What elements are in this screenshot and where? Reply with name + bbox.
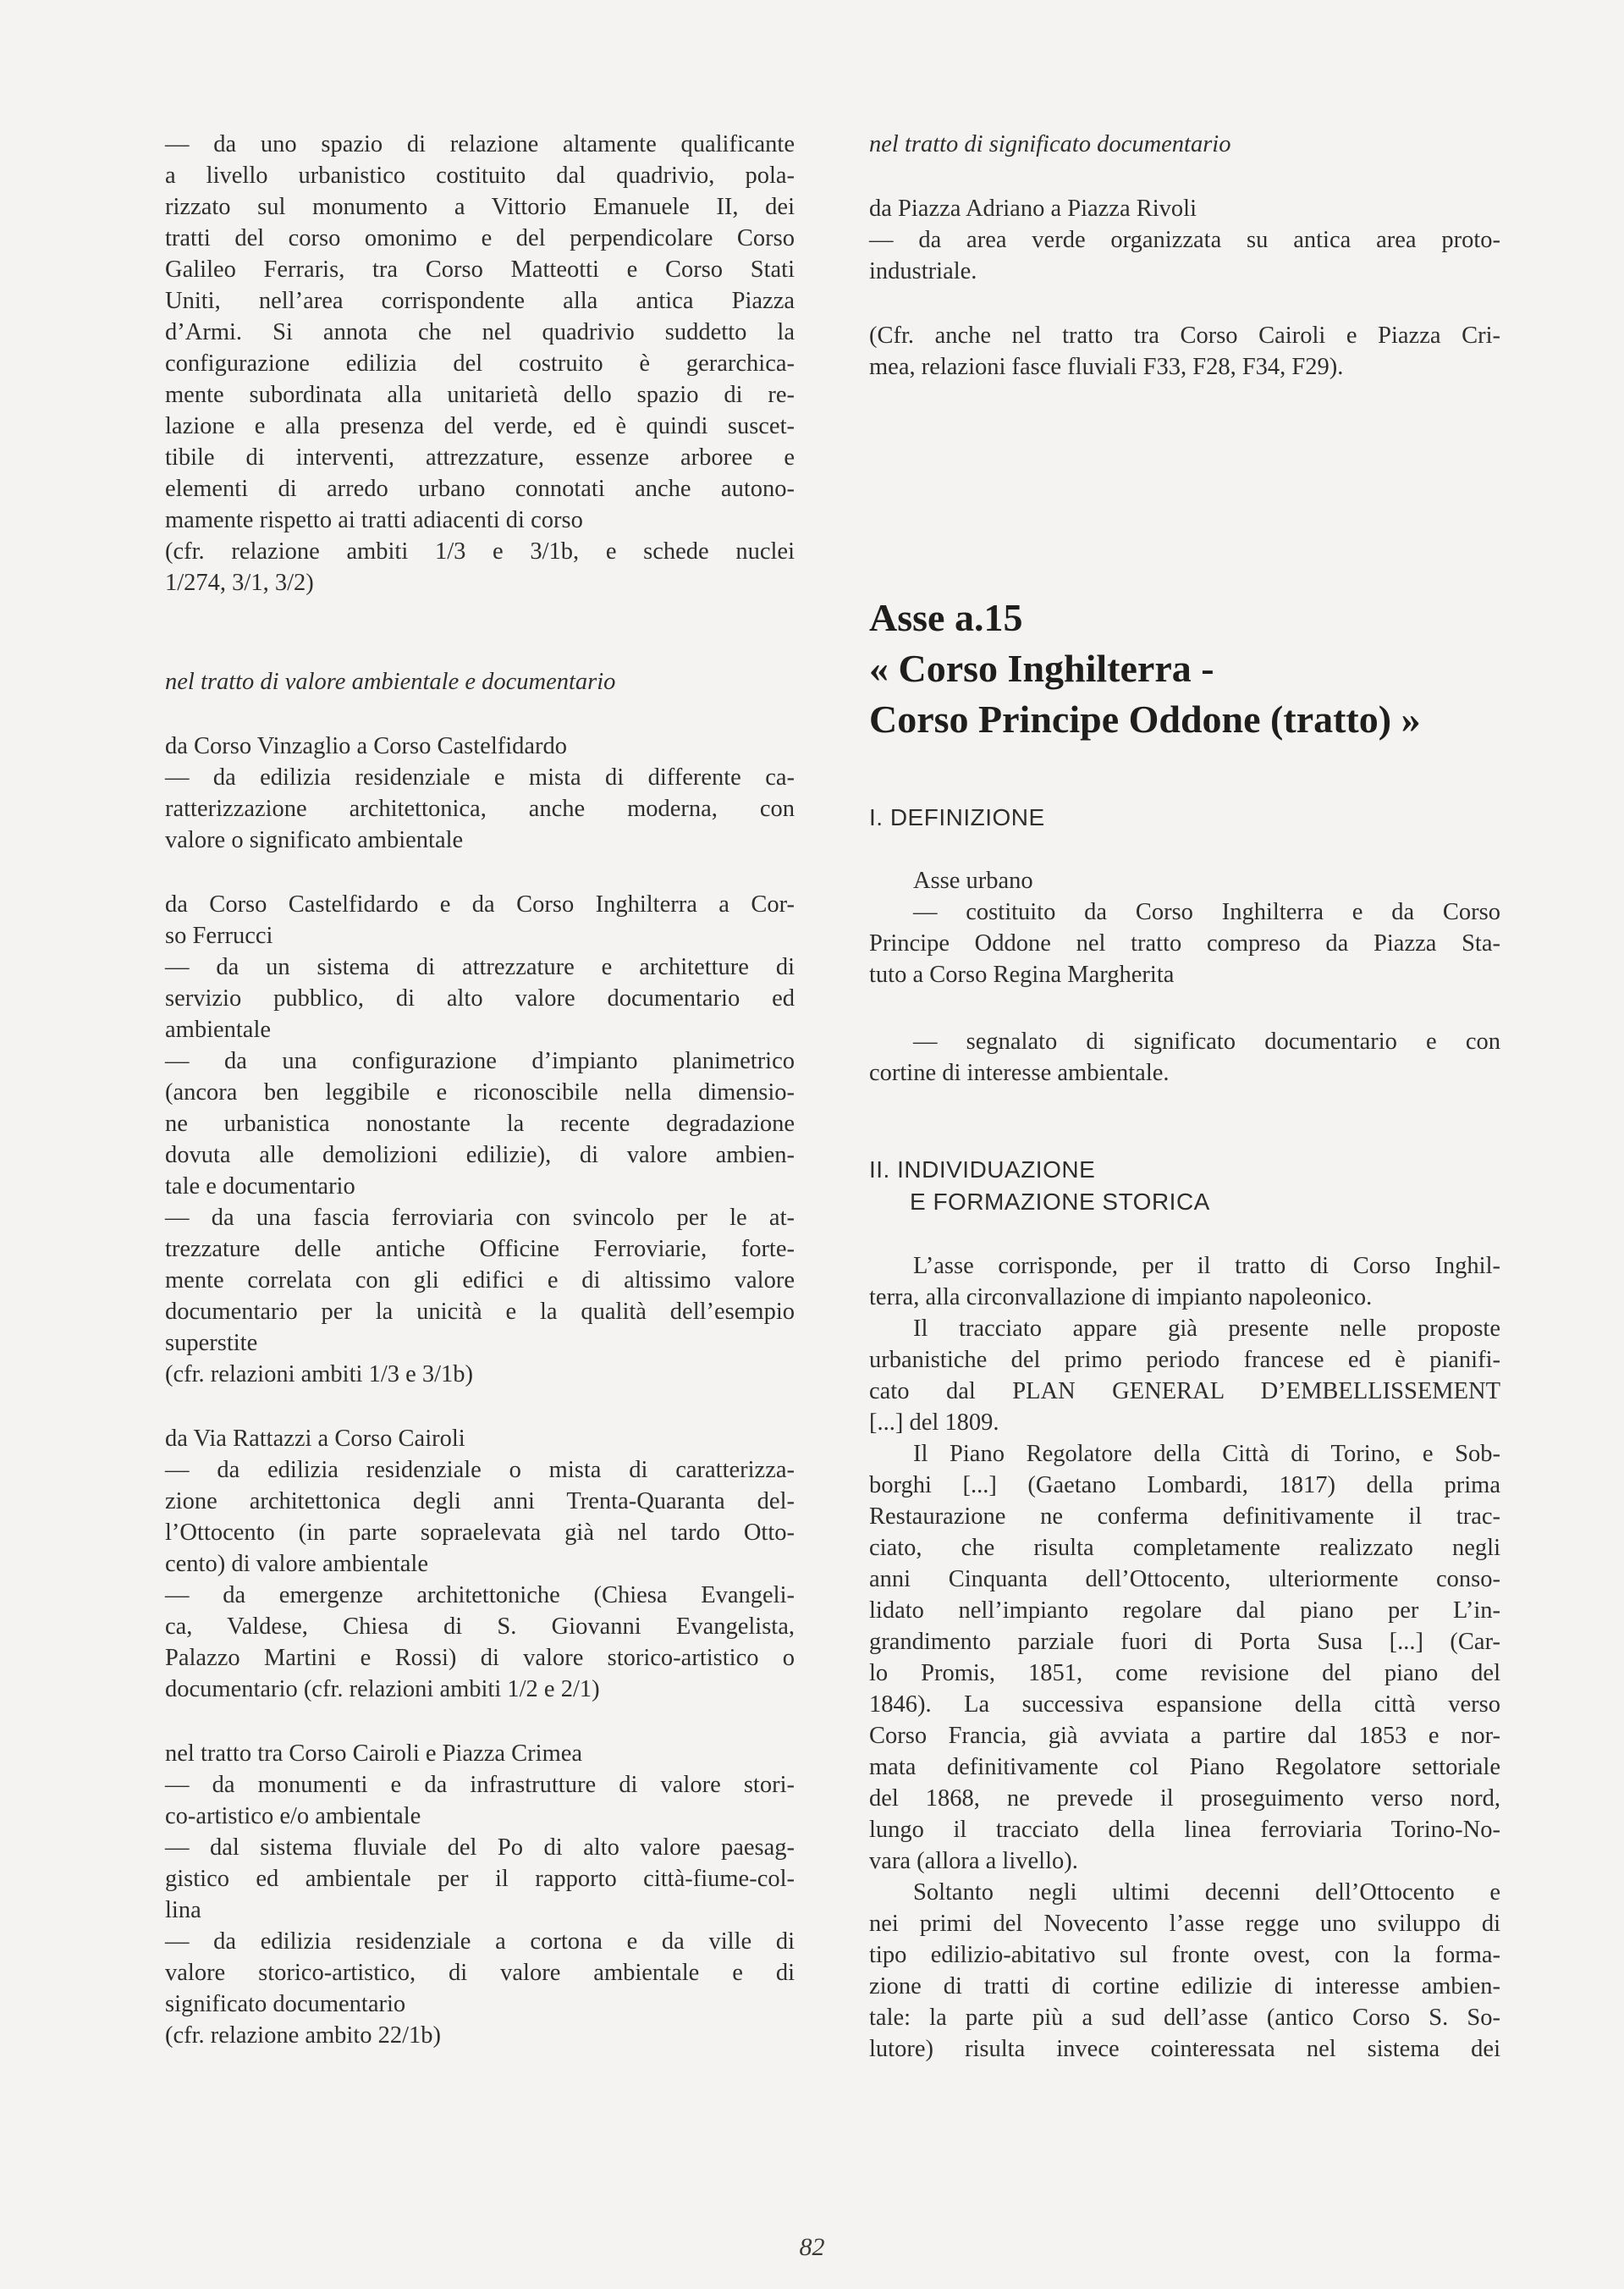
text-line: mamente rispetto ai tratti adiacenti di corso bbox=[165, 507, 583, 533]
text-line: gistico ed ambientale per il rapporto città-fiume-col- bbox=[165, 1866, 795, 1892]
text-line: zione architettonica degli anni Trenta-Quaranta del- bbox=[165, 1488, 795, 1514]
text-line: da Piazza Adriano a Piazza Rivoli bbox=[869, 196, 1197, 222]
subsection-label: nel tratto di valore ambientale e documentario bbox=[165, 669, 616, 695]
subsection-title: II. INDIVIDUAZIONE bbox=[869, 1156, 1096, 1183]
text-line: — da emergenze architettoniche (Chiesa Evangeli- bbox=[165, 1582, 795, 1608]
text-line: tipo edilizio-abitativo sul fronte ovest, con la forma- bbox=[869, 1942, 1500, 1968]
text-line: L’asse corrisponde, per il tratto di Corso Inghil- bbox=[913, 1253, 1500, 1279]
text-line: 1/274, 3/1, 3/2) bbox=[165, 570, 314, 596]
text-line: Asse urbano bbox=[913, 868, 1033, 894]
text-line: 1846). La successiva espansione della città verso bbox=[869, 1691, 1500, 1718]
section-heading: Corso Principe Oddone (tratto) » bbox=[869, 698, 1421, 741]
text-line: — da edilizia residenziale e mista di differente ca- bbox=[165, 764, 795, 791]
text-line: borghi [...] (Gaetano Lombardi, 1817) della prima bbox=[869, 1472, 1500, 1498]
text-line: lungo il tracciato della linea ferroviaria Torino-No- bbox=[869, 1817, 1500, 1843]
text-line: Palazzo Martini e Rossi) di valore storico-artistico o bbox=[165, 1645, 795, 1671]
text-line: tratti del corso omonimo e del perpendicolare Corso bbox=[165, 225, 795, 251]
text-line: vara (allora a livello). bbox=[869, 1848, 1078, 1874]
text-line: tibile di interventi, attrezzature, essenze arboree e bbox=[165, 444, 795, 471]
text-line: d’Armi. Si annota che nel quadrivio suddetto la bbox=[165, 319, 795, 345]
text-line: documentario (cfr. relazioni ambiti 1/2 e 2/1) bbox=[165, 1676, 600, 1702]
text-line: (cfr. relazione ambito 22/1b) bbox=[165, 2022, 442, 2049]
text-line: ciato, che risulta completamente realizzato negli bbox=[869, 1535, 1500, 1561]
text-line: Uniti, nell’area corrispondente alla antica Piazza bbox=[165, 288, 795, 314]
text-line: cortine di interesse ambientale. bbox=[869, 1060, 1170, 1086]
text-line: (cfr. relazione ambiti 1/3 e 3/1b, e schede nuclei bbox=[165, 538, 795, 565]
text-line: (ancora ben leggibile e riconoscibile nella dimensio- bbox=[165, 1079, 795, 1106]
text-line: tuto a Corso Regina Margherita bbox=[869, 962, 1175, 988]
text-line: cento) di valore ambientale bbox=[165, 1551, 428, 1577]
section-heading: « Corso Inghilterra - bbox=[869, 647, 1214, 690]
subsection-title: E FORMAZIONE STORICA bbox=[910, 1189, 1210, 1215]
text-line: Restaurazione ne conferma definitivamente il trac- bbox=[869, 1503, 1500, 1530]
text-line: valore storico-artistico, di valore ambientale e di bbox=[165, 1960, 795, 1986]
text-line: — da una configurazione d’impianto planimetrico bbox=[165, 1048, 795, 1074]
subsection-title: I. DEFINIZIONE bbox=[869, 804, 1045, 830]
text-line: mente correlata con gli edifici e di altissimo valore bbox=[165, 1267, 795, 1293]
text-line: — da una fascia ferroviaria con svincolo per le at- bbox=[165, 1205, 795, 1231]
text-line: so Ferrucci bbox=[165, 923, 273, 949]
text-line: nei primi del Novecento l’asse regge uno sviluppo di bbox=[869, 1911, 1500, 1937]
text-line: lina bbox=[165, 1897, 201, 1923]
text-line: documentario per la unicità e la qualità dell’esempio bbox=[165, 1299, 795, 1325]
text-line: terra, alla circonvallazione di impianto napoleonico. bbox=[869, 1284, 1373, 1310]
text-line: elementi di arredo urbano connotati anche autono- bbox=[165, 476, 795, 502]
text-line: ne urbanistica nonostante la recente degradazione bbox=[165, 1111, 795, 1137]
text-line: ambientale bbox=[165, 1017, 272, 1043]
text-line: — da un sistema di attrezzature e architetture di bbox=[165, 954, 795, 980]
text-line: tale: la parte più a sud dell’asse (antico Corso S. So- bbox=[869, 2005, 1500, 2031]
text-line: da Corso Vinzaglio a Corso Castelfidardo bbox=[165, 733, 568, 759]
page-number: 82 bbox=[799, 2233, 825, 2261]
text-line: nel tratto tra Corso Cairoli e Piazza Crimea bbox=[165, 1740, 583, 1767]
text-line: — segnalato di significato documentario e con bbox=[913, 1029, 1500, 1055]
text-line: — da uno spazio di relazione altamente qualificante bbox=[165, 131, 795, 157]
text-line: — dal sistema fluviale del Po di alto valore paesag- bbox=[165, 1834, 795, 1861]
text-line: mente subordinata alla unitarietà dello spazio di re- bbox=[165, 382, 795, 408]
text-line: Galileo Ferraris, tra Corso Matteotti e Corso Stati bbox=[165, 256, 795, 283]
text-line: mata definitivamente col Piano Regolatore settoriale bbox=[869, 1754, 1500, 1780]
section-heading: Asse a.15 bbox=[869, 596, 1023, 639]
text-line: zione di tratti di cortine edilizie di interesse ambien- bbox=[869, 1973, 1500, 1999]
text-line: cato dal PLAN GENERAL D’EMBELLISSEMENT bbox=[869, 1378, 1500, 1404]
text-line: a livello urbanistico costituito dal quadrivio, pola- bbox=[165, 163, 795, 189]
text-line: da Corso Castelfidardo e da Corso Inghilterra a Cor- bbox=[165, 891, 795, 918]
text-line: (cfr. relazioni ambiti 1/3 e 3/1b) bbox=[165, 1361, 474, 1387]
text-line: configurazione edilizia del costruito è gerarchica- bbox=[165, 350, 795, 377]
text-line: — costituito da Corso Inghilterra e da Corso bbox=[913, 899, 1500, 925]
text-line: ratterizzazione architettonica, anche moderna, con bbox=[165, 796, 795, 822]
text-line: valore o significato ambientale bbox=[165, 827, 464, 853]
text-line: [...] del 1809. bbox=[869, 1409, 999, 1436]
text-line: Il Piano Regolatore della Città di Torino, e Sob- bbox=[913, 1441, 1500, 1467]
text-line: servizio pubblico, di alto valore documentario ed bbox=[165, 985, 795, 1012]
text-line: lutore) risulta invece cointeressata nel sistema dei bbox=[869, 2036, 1500, 2062]
subsection-label: nel tratto di significato documentario bbox=[869, 131, 1231, 157]
text-line: mea, relazioni fasce fluviali F33, F28, F34, F29). bbox=[869, 354, 1344, 380]
text-line: rizzato sul monumento a Vittorio Emanuele II, dei bbox=[165, 194, 795, 220]
text-line: — da area verde organizzata su antica area proto- bbox=[869, 227, 1500, 253]
text-line: — da edilizia residenziale o mista di caratterizza- bbox=[165, 1457, 795, 1483]
text-line: lazione e alla presenza del verde, ed è quindi suscet- bbox=[165, 413, 795, 439]
text-line: (Cfr. anche nel tratto tra Corso Cairoli e Piazza Cri- bbox=[869, 323, 1500, 349]
text-line: Corso Francia, già avviata a partire dal 1853 e nor- bbox=[869, 1723, 1500, 1749]
text-line: industriale. bbox=[869, 258, 977, 284]
text-line: del 1868, ne prevede il proseguimento verso nord, bbox=[869, 1785, 1500, 1812]
text-line: l’Ottocento (in parte sopraelevata già nel tardo Otto- bbox=[165, 1520, 795, 1546]
text-line: grandimento parziale fuori di Porta Susa [...] (Car- bbox=[869, 1629, 1500, 1655]
text-line: — da edilizia residenziale a cortona e da ville di bbox=[165, 1928, 795, 1955]
text-line: superstite bbox=[165, 1330, 258, 1356]
text-line: urbanistiche del primo periodo francese ed è pianifi- bbox=[869, 1347, 1500, 1373]
text-line: co-artistico e/o ambientale bbox=[165, 1803, 421, 1829]
text-line: lo Promis, 1851, come revisione del piano del bbox=[869, 1660, 1500, 1686]
text-line: dovuta alle demolizioni edilizie), di valore ambien- bbox=[165, 1142, 795, 1168]
text-line: da Via Rattazzi a Corso Cairoli bbox=[165, 1426, 465, 1452]
text-line: anni Cinquanta dell’Ottocento, ulteriormente conso- bbox=[869, 1566, 1500, 1592]
text-line: lidato nell’impianto regolare dal piano per L’in- bbox=[869, 1597, 1500, 1624]
text-line: Principe Oddone nel tratto compreso da Piazza Sta- bbox=[869, 930, 1500, 957]
text-line: significato documentario bbox=[165, 1991, 406, 2017]
text-line: tale e documentario bbox=[165, 1173, 355, 1200]
text-line: Soltanto negli ultimi decenni dell’Ottocento e bbox=[913, 1879, 1500, 1906]
text-line: trezzature delle antiche Officine Ferroviarie, forte- bbox=[165, 1236, 795, 1262]
text-line: ca, Valdese, Chiesa di S. Giovanni Evangelista, bbox=[165, 1613, 795, 1640]
text-line: — da monumenti e da infrastrutture di valore stori- bbox=[165, 1772, 795, 1798]
text-line: Il tracciato appare già presente nelle proposte bbox=[913, 1315, 1500, 1342]
